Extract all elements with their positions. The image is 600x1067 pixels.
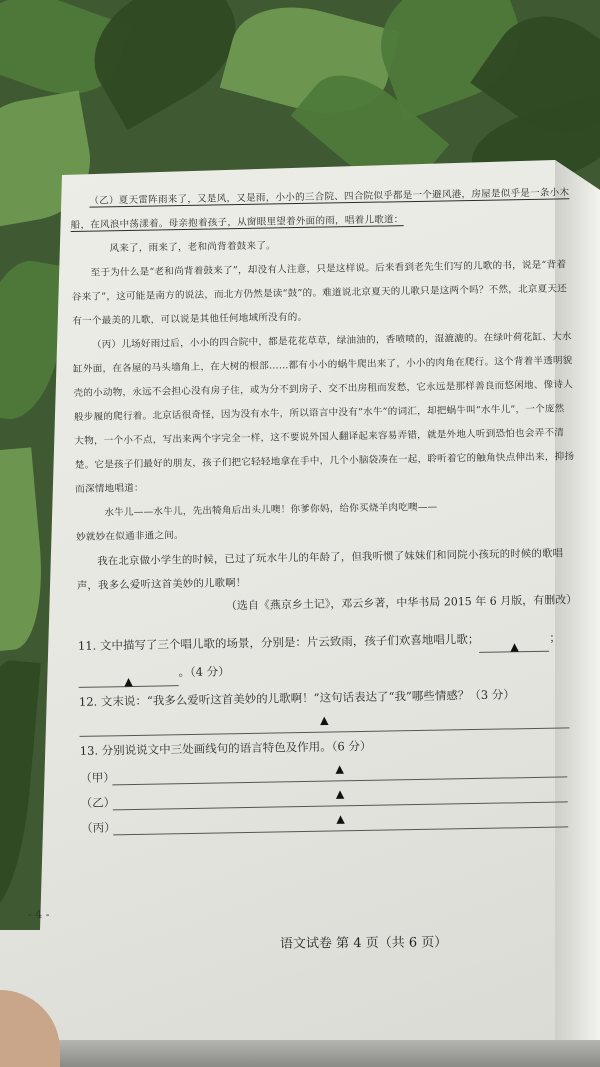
- paragraph-yi: （乙）夏天雷阵雨来了，又是风，又是雨，小小的三合院、四合院似乎都是一个避风港，房屋是似乎是一条小木船，在风浪中荡漾着。母亲抱着孩子，从窗眼里望着外面的雨，唱着儿歌道：: [70, 187, 570, 231]
- exam-content: [70, 181, 581, 836]
- label-jia: （甲）: [80, 770, 115, 785]
- paragraph-drum: 至于为什么是“老和尚背着鼓来了”，却没有人注意，只是这样说。后来看到老先生们写的儿歌的书，说是“背着谷来了”，这可能是南方的说法，而北方仍然是读“鼓”的。难道说北京夏天的儿歌只是这两个吗？不然，北京夏天还有一个最美的儿歌，可以说是其他任何地域所没有的。: [71, 259, 568, 327]
- paragraph-bing: （丙）儿场好雨过后，小小的四合院中，都是花花草草，绿油油的，香喷喷的，湿漉漉的。在绿叶荷花缸、大水缸外面，在各屋的马头墙角上，在大树的根部……都有小小的蜗牛爬出来了，小小的肉角在爬行。这个背着半透明貌壳的小动物，永远不会担心没有房子住，或为分不到房子、交不出房租而发愁，它永远是那样善良而悠闲地、像诗人般步履的爬行着。北京话很奇怪，因为没有水牛，所以语言中没有“水牛”的词汇，却把蜗牛叫“水牛儿”，一个庞然大物，一个小不点，写出来两个字完全一样，这不要说外国人翻译起来容易弄错，就是外地人听到恐怕也会弄不清楚。它是孩子们最好的朋友，孩子们把它轻轻地拿在手中，几个小脑袋凑在一起，聆听着它的触角快点伸出来，抑扬而深情地唱道：: [73, 331, 575, 495]
- question-13: 13. 分别说说文中三处画线句的语言特色及作用。（6 分）: [79, 738, 372, 758]
- question-11-cont: ▲ 。（4 分）: [78, 651, 578, 688]
- page-number-left: - 4 -: [28, 908, 50, 921]
- question-12: 12. 文末说：“我多么爱听这首美妙的儿歌啊！”这句话表达了“我”哪些情感？（3 分）: [78, 687, 515, 709]
- page-footer-title: 语文试卷 第 4 页（共 6 页）: [279, 935, 448, 952]
- answer-blank-13-yi[interactable]: [112, 781, 567, 810]
- answer-triangle-icon: ▲: [510, 640, 519, 654]
- answer-triangle-icon: ▲: [335, 787, 345, 801]
- table-surface: [0, 1040, 600, 1067]
- question-11: 11. 文中描写了三个唱儿歌的场景，分别是：片云致雨，孩子们欢喜地唱儿歌； ▲ ；: [78, 623, 578, 660]
- rhyme-snail: 水牛儿——水牛儿，先出犄角后出头儿噢！你爹你妈，给你买烧羊肉吃噢——: [104, 501, 438, 519]
- answer-blank-11a[interactable]: [479, 631, 549, 653]
- rhyme-comment: 妙就妙在似通非通之间。: [75, 530, 184, 543]
- paragraph-last: 我在北京做小学生的时候，已过了玩水牛儿的年龄了，但我听惯了妹妹们和同院小孩玩的时候的歌唱声，我多么爱听这首美妙的儿歌啊！: [76, 547, 564, 592]
- rhyme-wind-rain: 风来了，雨来了，老和尚背着鼓来了。: [109, 240, 276, 255]
- questions-section: [78, 623, 581, 836]
- reading-passage: [70, 181, 577, 598]
- answer-triangle-icon: ▲: [336, 812, 345, 826]
- answer-triangle-icon: ▲: [124, 674, 133, 689]
- answer-line-13-yi[interactable]: [80, 781, 580, 811]
- answer-blank-11b[interactable]: [78, 665, 178, 688]
- answer-triangle-icon: ▲: [335, 762, 344, 776]
- label-bing: （丙）: [81, 820, 116, 835]
- answer-triangle-icon: ▲: [319, 713, 329, 727]
- source-citation: （选自《燕京乡土记》，邓云乡著，中华书局 2015 年 6 月版，有删改）: [225, 593, 578, 613]
- label-yi: （乙）: [80, 795, 116, 810]
